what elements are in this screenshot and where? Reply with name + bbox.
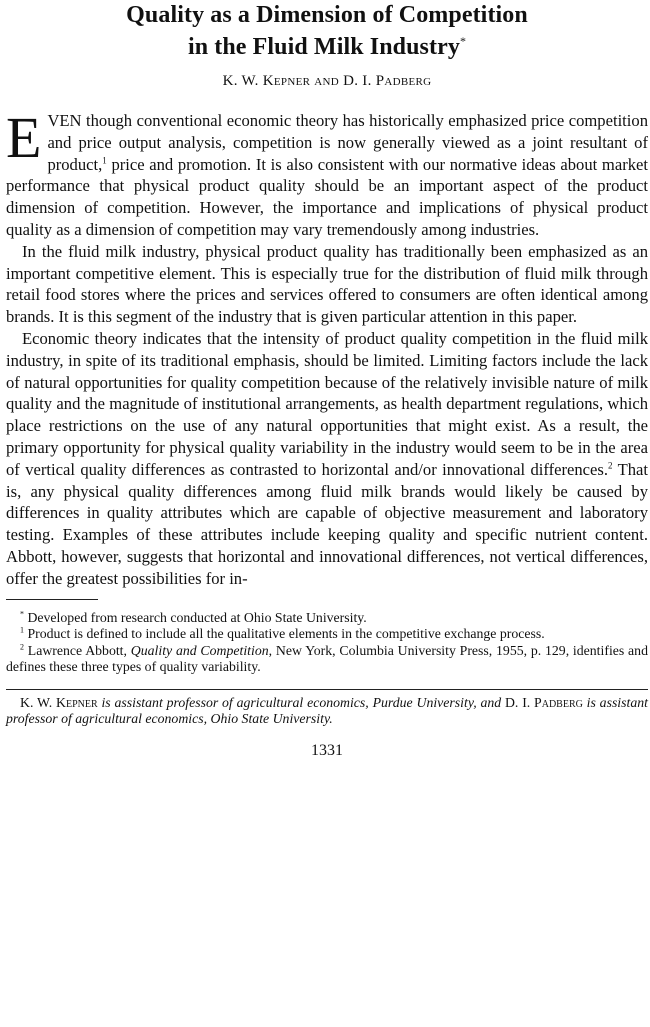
author2-surname: Padberg: [375, 73, 432, 89]
title-footnote-mark: *: [459, 34, 467, 48]
bio-divider: [6, 689, 648, 690]
page-number: 1331: [311, 741, 343, 759]
title-line-2-text: in the Fluid Milk Industry: [187, 34, 460, 60]
author1-initials: K. W.: [222, 73, 263, 89]
article-body: [6, 105, 648, 590]
paragraph-3: [6, 328, 648, 590]
title-line-1: Quality as a Dimension of Competition: [126, 2, 528, 28]
footnote-1-text: Product is defined to include all the qualitative elements in the competitive exchange process.: [24, 626, 545, 642]
footnote-title-note: [6, 610, 648, 627]
paragraph-1-text-a: VEN though conventional economic theory has historically emphasized price competition and price output analysis, competition is now generally viewed as a joint resultant of product,: [47, 111, 648, 174]
footnote-2-book-title: Quality and Competition: [130, 642, 269, 658]
footnote-0-mark: *: [20, 608, 24, 618]
author-bio: [6, 695, 648, 728]
paragraph-1: [6, 105, 648, 241]
paragraph-3-text-a: Economic theory indicates that the intensity of product quality competition in the fluid milk industry, in spite of its traditional emphasis, should be limited. Limiting factors include the lack of natural opportunities for quality competition because of the relatively invisible nature of milk quality and the magnitude of institutional arrangements, as health department regulations, which place restrictions on the use of any natural opportunities that might exist. As a result, the primary opportunity for physical quality variability in the industry would seem to be in the area of vertical quality differences as contrasted to horizontal and/or innovational differences.: [6, 328, 648, 479]
footnote-2-text-b: , New York, Columbia University Press, 1955, p. 129, identifies and defines these three types of quality variability.: [6, 642, 648, 675]
author-conjunction: and: [310, 73, 344, 89]
title-line-2: [6, 28, 648, 60]
author-line: [6, 73, 648, 90]
footnote-2-text-a: Lawrence Abbott,: [24, 642, 131, 658]
footnote-divider: [6, 599, 98, 600]
footnote-1-mark: 1: [20, 625, 24, 635]
footnote-2-mark: 2: [20, 641, 24, 651]
footnote-ref-2: 2: [608, 460, 613, 471]
paragraph-1-text-b: price and promotion. It is also consistent with our normative ideas about market performance that physical product quality should be an important aspect of the product dimension of competition. However, the importance and implications of physical product quality as a dimension of competition may vary tremendously among industries.: [6, 154, 648, 239]
footnote-ref-1: 1: [102, 155, 107, 166]
bio-author2: D. I. Padberg: [504, 694, 583, 710]
bio-author1: K. W. Kepner: [20, 694, 98, 710]
bio-text-2: is assistant professor of agricultural economics, Ohio State University.: [6, 694, 648, 727]
author1-surname: Kepner: [262, 73, 311, 89]
paragraph-2: In the fluid milk industry, physical product quality has traditionally been emphasized as an important competitive element. This is especially true for the distribution of fluid milk through retail food stores where the prices and services offered to consumers are often identical among brands. It is this segment of the industry that is given particular attention in this paper.: [6, 241, 648, 327]
journal-page: [6, 0, 648, 760]
bio-text-1: is assistant professor of agricultural economics, Purdue University, and: [97, 694, 505, 710]
paragraph-3-text-b: That is, any physical quality differences among fluid milk brands would likely be caused by differences in quality attributes which are capable of objective measurement and laboratory testing. Examples of these attributes include keeping quality and specific nutrient content. Abbott, however, suggests that horizontal and innovational differences, not vertical differences, offer the greatest possibilities for in-: [6, 459, 648, 588]
author2-initials: D. I.: [343, 73, 376, 89]
footnote-2: [6, 643, 648, 676]
footnote-0-text: Developed from research conducted at Ohio State University.: [24, 609, 367, 625]
article-title: [6, 2, 648, 60]
footnote-1: [6, 626, 648, 643]
drop-cap: E: [6, 105, 42, 170]
footnotes: [6, 610, 648, 676]
